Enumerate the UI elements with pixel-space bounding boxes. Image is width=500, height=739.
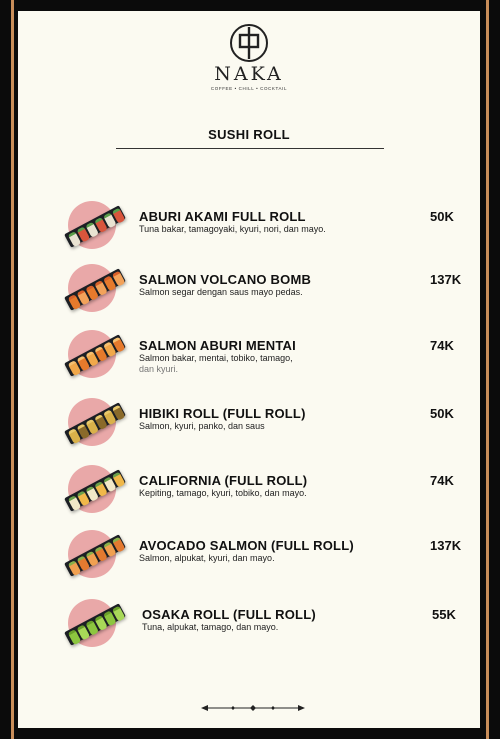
item-description [142, 622, 332, 633]
item-description [139, 488, 329, 499]
item-price: 50K [430, 406, 454, 421]
item-description-text: Salmon, kyuri, panko, dan saus [139, 421, 265, 431]
menu-item [18, 336, 480, 396]
menu-item [18, 471, 480, 531]
item-name: SALMON ABURI MENTAI [139, 338, 296, 353]
menu-item [18, 404, 480, 464]
item-description [139, 224, 329, 235]
item-price: 74K [430, 338, 454, 353]
menu-item [18, 605, 480, 665]
item-description-text: Tuna bakar, tamagoyaki, kyuri, nori, dan mayo. [139, 224, 326, 234]
brand-name: NAKA [214, 63, 284, 85]
item-name: CALIFORNIA (FULL ROLL) [139, 473, 308, 488]
item-description-text: Kepiting, tamago, kyuri, tobiko, dan mayo. [139, 488, 307, 498]
frame-accent-right [486, 0, 489, 739]
menu-page [18, 11, 480, 728]
item-name: HIBIKI ROLL (FULL ROLL) [139, 406, 306, 421]
item-name: AVOCADO SALMON (FULL ROLL) [139, 538, 354, 553]
menu-item [18, 270, 480, 330]
frame-accent-left [11, 0, 14, 739]
brand-logo [18, 23, 480, 91]
menu-item [18, 536, 480, 596]
item-description [139, 553, 329, 564]
naka-emblem-icon [229, 23, 269, 63]
item-description-text: Salmon segar dengan saus mayo pedas. [139, 287, 303, 297]
item-name: ABURI AKAMI FULL ROLL [139, 209, 306, 224]
item-description-text: Tuna, alpukat, tamago, dan mayo. [142, 622, 279, 632]
item-description [139, 287, 329, 298]
item-description-text: Salmon, alpukat, kyuri, dan mayo. [139, 553, 275, 563]
menu-item [18, 207, 480, 267]
title-divider [116, 148, 384, 149]
item-price: 50K [430, 209, 454, 224]
brand-tagline: COFFEE • CHILL • COCKTAIL [210, 86, 288, 91]
item-price: 55K [432, 607, 456, 622]
item-name: OSAKA ROLL (FULL ROLL) [142, 607, 316, 622]
item-name: SALMON VOLCANO BOMB [139, 272, 312, 287]
item-description-continued: dan kyuri. [139, 364, 179, 374]
section-title: SUSHI ROLL [208, 127, 290, 142]
item-price: 137K [430, 272, 462, 287]
item-description [139, 353, 329, 375]
item-description-text: Salmon bakar, mentai, tobiko, tamago, [139, 353, 293, 363]
arrow-divider-icon [201, 704, 305, 712]
item-description [139, 421, 329, 432]
item-price: 137K [430, 538, 462, 553]
item-price: 74K [430, 473, 454, 488]
